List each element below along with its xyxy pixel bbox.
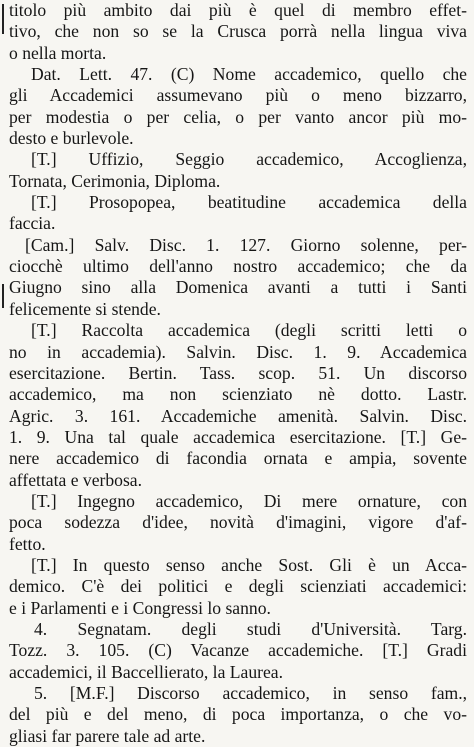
- text-line: faccia.: [9, 213, 56, 234]
- text-line: [Cam.] Salv. Disc. 1. 127. Giorno solenne, per-: [25, 234, 467, 255]
- text-line: ciocchè ultimo dell'anno nostro accademico; che da: [9, 256, 467, 277]
- text-line: per modestia o per celia, o per vanto ancor più mo-: [9, 106, 467, 127]
- margin-rule: [2, 284, 4, 308]
- text-line: e i Parlamenti e i Congressi lo sanno.: [9, 597, 271, 618]
- text-line: poca sodezza d'idee, novità d'imagini, vigore d'af-: [9, 512, 467, 533]
- text-line: Tornata, Cerimonia, Diploma.: [9, 170, 221, 191]
- text-line: [T.] Raccolta accademica (degli scritti letti o: [31, 320, 467, 341]
- text-line: affettata e verbosa.: [9, 469, 143, 490]
- text-line: esercitazione. Bertin. Tass. scop. 51. Un discorso: [9, 362, 467, 383]
- margin-rule: [2, 4, 4, 34]
- text-line: demico. C'è dei politici e degli scienziati accademici:: [9, 576, 467, 597]
- text-line: 1. 9. Una tal quale accademica esercitazione. [T.] Ge-: [9, 426, 467, 447]
- text-line: [T.] In questo senso anche Sost. Gli è un Acca-: [31, 554, 467, 575]
- text-line: desto e burlevole.: [9, 128, 134, 149]
- text-line: Giugno sino alla Domenica avanti a tutti i Santi: [9, 277, 467, 298]
- text-line: felicemente si stende.: [9, 298, 161, 319]
- text-line: 5. [M.F.] Discorso accademico, in senso fam.,: [34, 683, 467, 703]
- text-line: nere accademico di facondia ornata e ampia, sovente: [9, 448, 467, 469]
- text-line: Tozz. 3. 105. (C) Vacanze accademiche. [T.] Gradi: [9, 640, 467, 661]
- text-line: gliasi far parere tale ad arte.: [9, 725, 206, 746]
- text-line: del più e del meno, di poca importanza, o che vo-: [9, 704, 467, 725]
- text-line: no in accademia). Salvin. Disc. 1. 9. Accademica: [9, 341, 467, 362]
- text-line: tivo, che non so se la Crusca porrà nella lingua viva: [9, 21, 467, 42]
- text-line: [T.] Prosopopea, beatitudine accademica della: [31, 192, 467, 213]
- entry-column: [9, 0, 467, 747]
- text-line: titolo più ambito dai più è quel di membro effet-: [9, 0, 467, 20]
- text-line: gli Accademici assumevano più o meno bizzarro,: [9, 85, 467, 106]
- text-line: o nella morta.: [9, 42, 107, 63]
- text-line: [T.] Uffizio, Seggio accademico, Accoglienza,: [31, 149, 467, 170]
- text-line: accademico, ma non scienziato nè dotto. Lastr.: [9, 384, 467, 405]
- text-line: Agric. 3. 161. Accademiche amenità. Salvin. Disc.: [9, 405, 467, 426]
- text-line: fetto.: [9, 533, 46, 554]
- text-line: [T.] Ingegno accademico, Di mere ornature, con: [31, 490, 467, 511]
- text-line: 4. Segnatam. degli studi d'Università. Targ.: [34, 618, 467, 639]
- text-line: accademici, il Baccellierato, la Laurea.: [9, 661, 284, 682]
- text-line: Dat. Lett. 47. (C) Nome accademico, quello che: [31, 64, 467, 85]
